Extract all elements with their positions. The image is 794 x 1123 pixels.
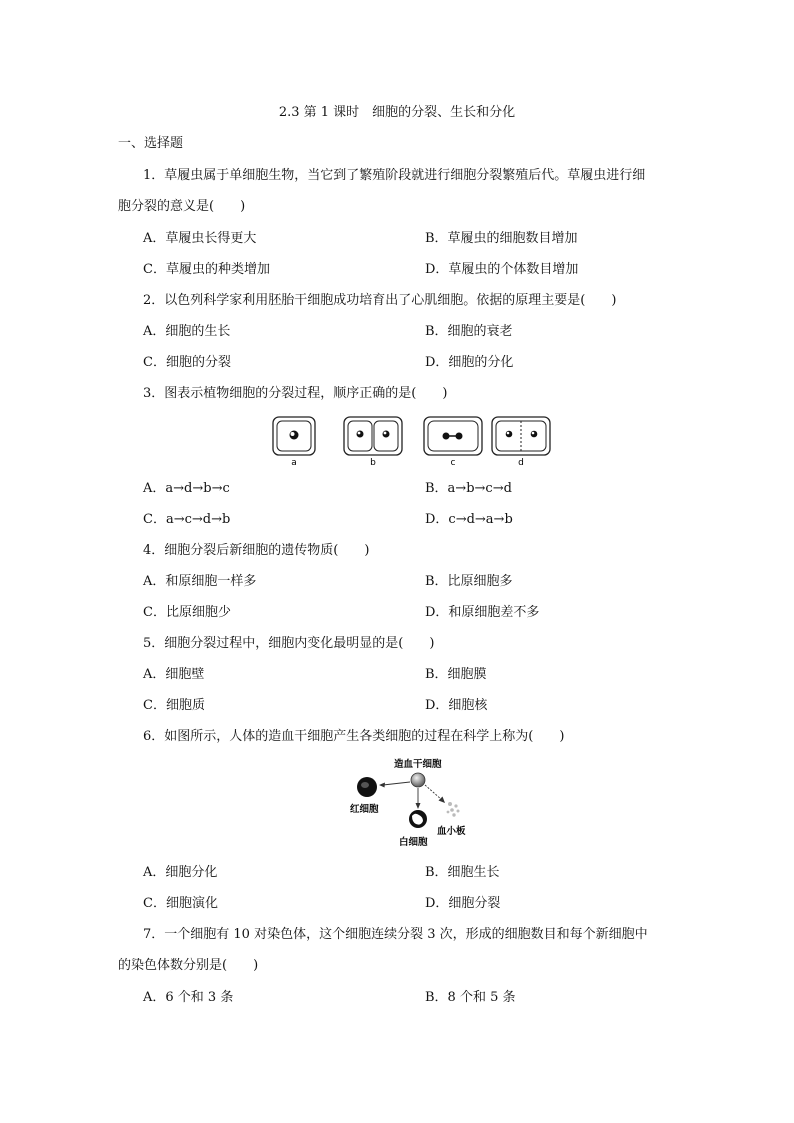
question-6-option-a: A．细胞分化: [143, 865, 218, 880]
question-7-stem-line-2: 的染色体数分别是( ): [118, 958, 259, 973]
platelets: [447, 802, 460, 817]
plant-cell-division-figure: [268, 413, 558, 469]
question-1-option-b: B．草履虫的细胞数目增加: [425, 231, 578, 246]
question-3-option-c: C．a→c→d→b: [143, 512, 231, 527]
figure-label-red-cell: 红细胞: [350, 804, 379, 815]
question-6-stem: 6．如图所示，人体的造血干细胞产生各类细胞的过程在科学上称为( ): [143, 729, 565, 744]
question-7-option-a: A．6 个和 3 条: [143, 990, 234, 1005]
question-1-option-c: C．草履虫的种类增加: [143, 262, 270, 277]
question-7-option-b: B．8 个和 5 条: [425, 990, 516, 1005]
question-5-option-a: A．细胞壁: [143, 667, 205, 682]
question-1-stem-line-2: 胞分裂的意义是( ): [118, 199, 246, 214]
question-3-option-a: A．a→d→b→c: [143, 481, 230, 496]
figure-label-white-cell: 白细胞: [399, 837, 428, 848]
figure-label-d: d: [518, 458, 524, 468]
page-title: 2.3 第 1 课时 细胞的分裂、生长和分化: [278, 105, 516, 120]
blood-stem-cell-figure: [338, 754, 478, 850]
question-1-stem-line-1: 1．草履虫属于单细胞生物，当它到了繁殖阶段就进行细胞分裂繁殖后代。草履虫进行细: [143, 168, 646, 183]
question-6-option-d: D．细胞分裂: [425, 896, 501, 911]
question-2-stem: 2．以色列科学家利用胚胎干细胞成功培育出了心肌细胞。依据的原理主要是( ): [143, 293, 617, 308]
question-4-option-d: D．和原细胞差不多: [425, 605, 540, 620]
question-2-option-d: D．细胞的分化: [425, 355, 514, 370]
question-5-stem: 5．细胞分裂过程中，细胞内变化最明显的是( ): [143, 636, 435, 651]
figure-label-b: b: [370, 458, 376, 468]
question-2-option-c: C．细胞的分裂: [143, 355, 231, 370]
question-6-option-b: B．细胞生长: [425, 865, 500, 880]
question-4-option-c: C．比原细胞少: [143, 605, 231, 620]
question-5-option-c: C．细胞质: [143, 698, 205, 713]
question-3-option-d: D．c→d→a→b: [425, 512, 513, 527]
cell-stage-c: [424, 417, 482, 455]
figure-label-a: a: [291, 458, 297, 468]
question-3-option-b: B．a→b→c→d: [425, 481, 512, 496]
question-5-option-d: D．细胞核: [425, 698, 488, 713]
figure-label-c: c: [450, 458, 456, 468]
cell-stage-d: [492, 417, 550, 455]
question-1-option-d: D．草履虫的个体数目增加: [425, 262, 579, 277]
stem-cell: [411, 773, 425, 787]
cell-stage-a: [273, 417, 315, 455]
cell-stage-b: [344, 417, 402, 455]
question-5-option-b: B．细胞膜: [425, 667, 487, 682]
question-2-option-a: A．细胞的生长: [143, 324, 231, 339]
question-1-option-a: A．草履虫长得更大: [143, 231, 257, 246]
question-4-stem: 4．细胞分裂后新细胞的遗传物质( ): [143, 543, 370, 558]
question-7-stem-line-1: 7．一个细胞有 10 对染色体，这个细胞连续分裂 3 次，形成的细胞数目和每个新细胞中: [143, 927, 648, 942]
figure-label-platelet: 血小板: [437, 826, 466, 837]
section-heading: 一、选择题: [118, 136, 184, 151]
figure-label-stem-cell: 造血干细胞: [394, 759, 442, 770]
question-6-option-c: C．细胞演化: [143, 896, 218, 911]
question-4-option-b: B．比原细胞多: [425, 574, 513, 589]
question-3-stem: 3．图表示植物细胞的分裂过程，顺序正确的是( ): [143, 386, 448, 401]
question-4-option-a: A．和原细胞一样多: [143, 574, 257, 589]
question-2-option-b: B．细胞的衰老: [425, 324, 513, 339]
